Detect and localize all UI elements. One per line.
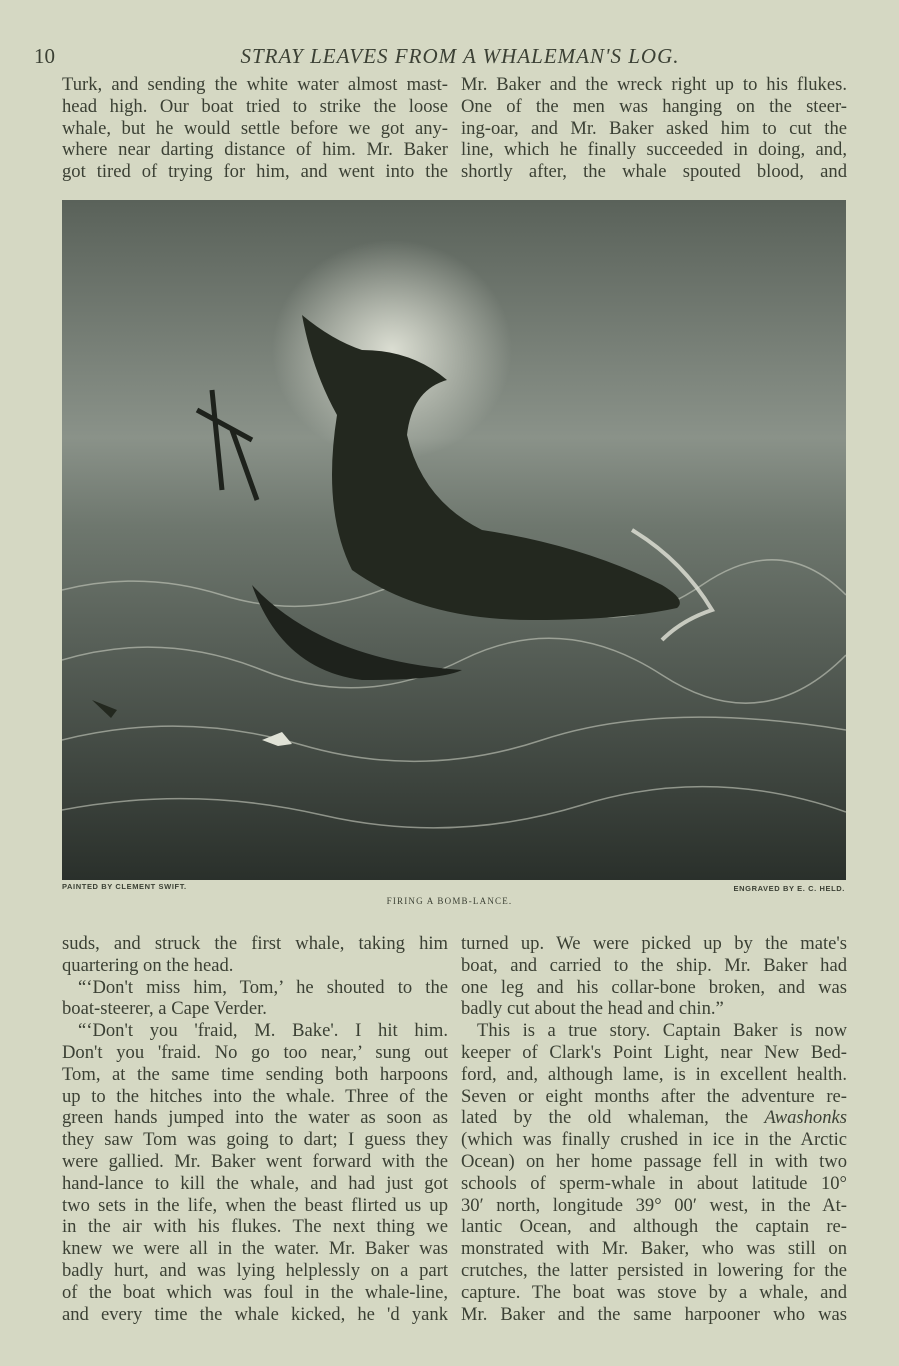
text-line: suds, and struck the first whale, taking him xyxy=(62,933,448,954)
text-line xyxy=(461,1107,847,1129)
text-line: hand-lance to kill the whale, and had just got xyxy=(62,1172,448,1194)
text-line: badly hurt, and was lying helplessly on a part xyxy=(62,1259,448,1281)
running-head: STRAY LEAVES FROM A WHALEMAN'S LOG. xyxy=(240,44,680,68)
text-line: Turk, and sending the white water almost mast- xyxy=(62,74,448,95)
text-line: Seven or eight months after the adventure re- xyxy=(461,1085,847,1107)
text-line: knew we were all in the water. Mr. Baker was xyxy=(62,1238,448,1260)
text-line: One of the men was hanging on the steer- xyxy=(461,95,847,117)
text-line: line, which he finally succeeded in doing, and, xyxy=(461,139,847,161)
text-line: Mr. Baker and the wreck right up to his flukes. xyxy=(461,74,847,95)
ship-name: Awashonks xyxy=(764,1107,847,1129)
engraver-credit: ENGRAVED BY E. C. HELD. xyxy=(733,884,845,893)
text-line: lantic Ocean, and although the captain re- xyxy=(461,1216,847,1238)
text-line: crutches, the latter persisted in lowering for the xyxy=(461,1259,847,1281)
text-line: shortly after, the whale spouted blood, and xyxy=(461,161,847,183)
text-line: This is a true story. Captain Baker is now xyxy=(477,1020,847,1042)
text-line: got tired of trying for him, and went into the xyxy=(62,161,448,183)
text-line: schools of sperm-whale in about latitude 10° xyxy=(461,1172,847,1194)
text-line: turned up. We were picked up by the mate's xyxy=(461,933,847,954)
text-line: Mr. Baker and the same harpooner who was xyxy=(461,1303,847,1325)
painter-credit: PAINTED BY CLEMENT SWIFT. xyxy=(62,882,187,891)
text-line: one leg and his collar-bone broken, and was xyxy=(461,976,847,998)
text-line: whale, but he would settle before we got any- xyxy=(62,117,448,139)
illustration-caption: FIRING A BOMB-LANCE. xyxy=(386,896,513,906)
text-line: up to the hitches into the whale. Three of the xyxy=(62,1085,448,1107)
text-line: and every time the whale kicked, he 'd yank xyxy=(62,1303,448,1325)
text-line: head high. Our boat tried to strike the loose xyxy=(62,95,448,117)
text-line: monstrated with Mr. Baker, who was still on xyxy=(461,1238,847,1260)
text-line: were gallied. Mr. Baker went forward with the xyxy=(62,1150,448,1172)
text-line: where near darting distance of him. Mr. Baker xyxy=(62,139,448,161)
text-line: Don't you 'fraid. No go too near,’ sung out xyxy=(62,1041,448,1063)
bottom-left-column xyxy=(62,933,448,1325)
illustration-whale-engraving xyxy=(62,200,846,880)
text-line: Tom, at the same time sending both harpoons xyxy=(62,1063,448,1085)
text-line-part: lated by the old whaleman, the xyxy=(461,1107,748,1129)
text-line: in the air with his flukes. The next thing we xyxy=(62,1216,448,1238)
text-line: “‘Don't you 'fraid, M. Bake'. I hit him. xyxy=(78,1020,448,1042)
whale-engraving-image xyxy=(62,200,846,880)
text-line: ford, and, although lame, is in excellent health. xyxy=(461,1063,847,1085)
text-line: boat-steerer, a Cape Verder. xyxy=(62,998,267,1020)
text-line: Ocean) on her home passage fell in with two xyxy=(461,1150,847,1172)
text-line: ing-oar, and Mr. Baker asked him to cut the xyxy=(461,117,847,139)
text-line: (which was finally crushed in ice in the Arctic xyxy=(461,1129,847,1151)
text-line: of the boat which was foul in the whale-line, xyxy=(62,1281,448,1303)
text-line: keeper of Clark's Point Light, near New Bed- xyxy=(461,1041,847,1063)
text-line: “‘Don't miss him, Tom,’ he shouted to the xyxy=(78,976,448,998)
text-line: 30′ north, longitude 39° 00′ west, in the At- xyxy=(461,1194,847,1216)
text-line: badly cut about the head and chin.” xyxy=(461,998,724,1020)
text-line: green hands jumped into the water as soon as xyxy=(62,1107,448,1129)
text-line: two sets in the life, when the beast flirted us up xyxy=(62,1194,448,1216)
text-line: quartering on the head. xyxy=(62,954,234,976)
bottom-right-column xyxy=(461,933,847,1325)
text-line: they saw Tom was going to dart; I guess they xyxy=(62,1129,448,1151)
top-left-column xyxy=(62,74,448,183)
text-line: boat, and carried to the ship. Mr. Baker had xyxy=(461,954,847,976)
text-line: capture. The boat was stove by a whale, and xyxy=(461,1281,847,1303)
page-number: 10 xyxy=(34,44,55,68)
top-right-column xyxy=(461,74,847,183)
